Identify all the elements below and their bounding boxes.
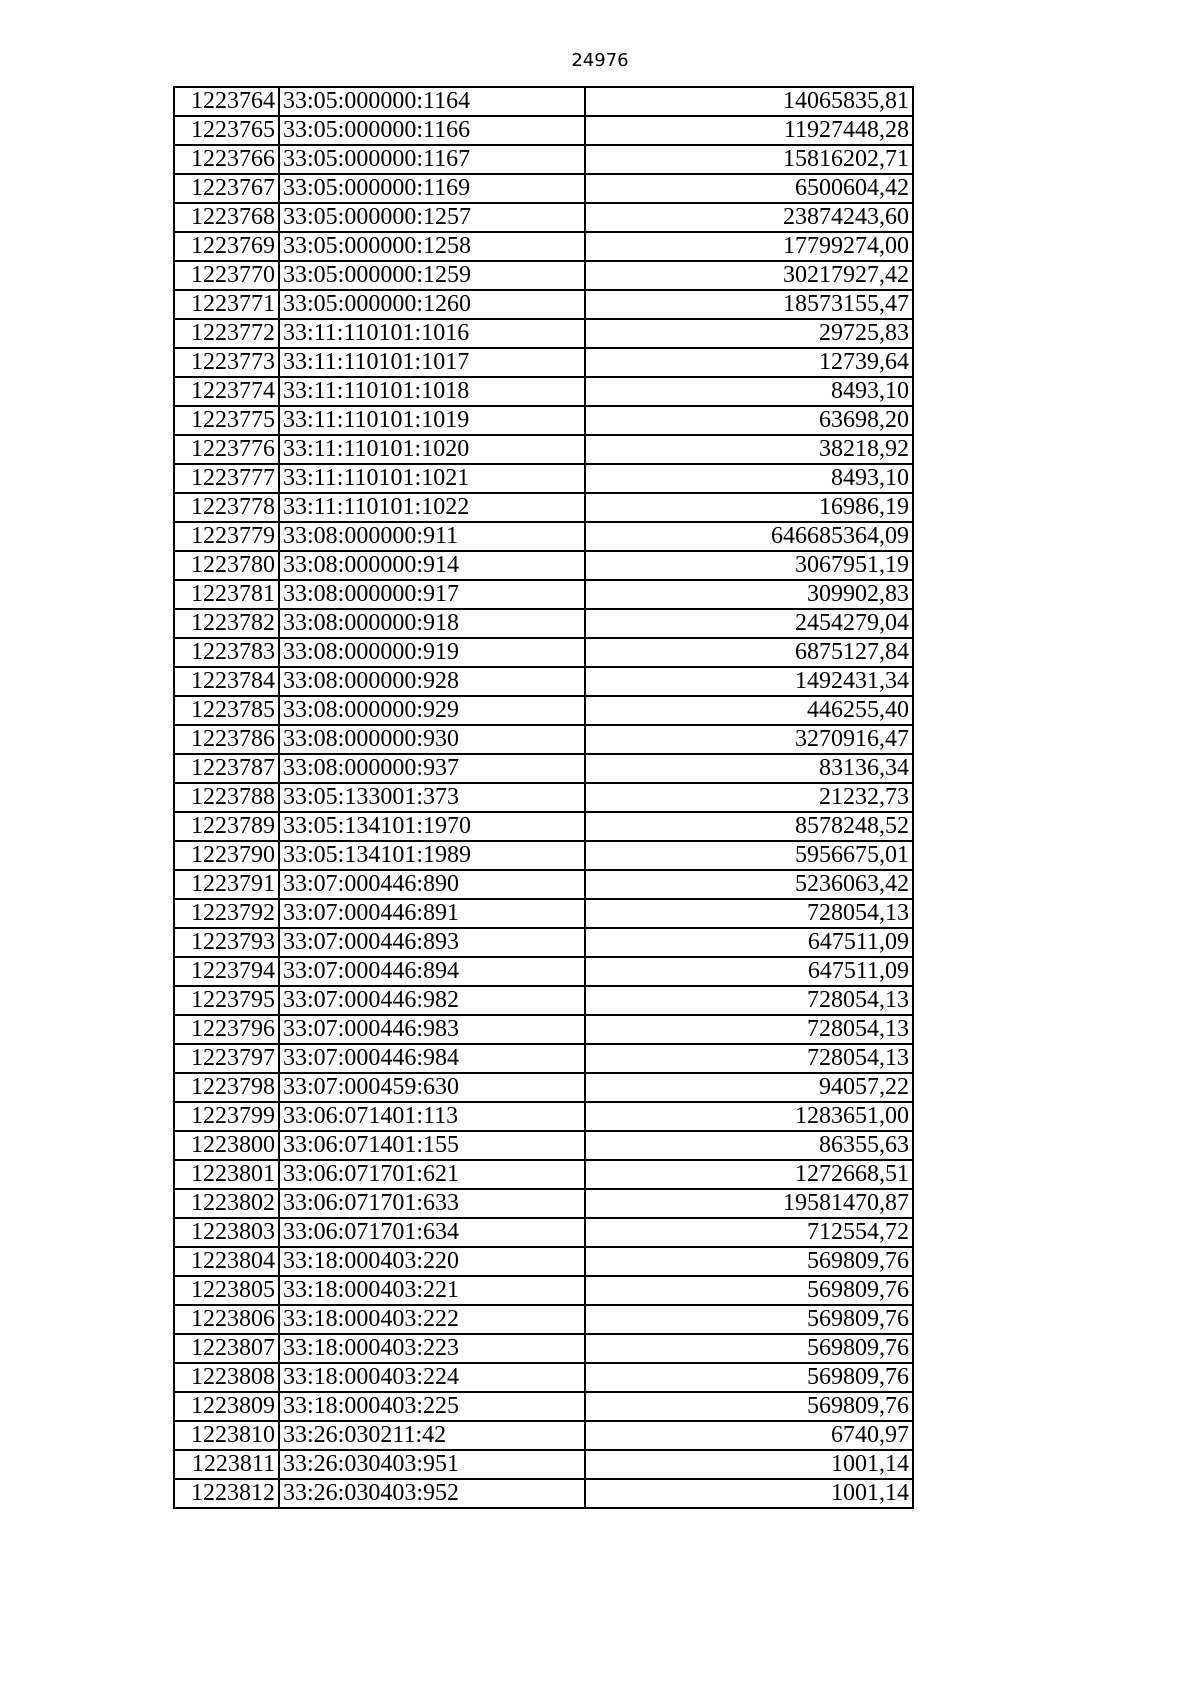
table-row (174, 812, 913, 841)
table-row (174, 1334, 913, 1363)
value-cell: 728054,13 (585, 986, 913, 1015)
row-number-cell: 1223771 (174, 290, 279, 319)
table-row (174, 1160, 913, 1189)
row-number-cell: 1223775 (174, 406, 279, 435)
row-number-cell: 1223773 (174, 348, 279, 377)
table-row (174, 377, 913, 406)
row-number-cell: 1223809 (174, 1392, 279, 1421)
value-cell: 1283651,00 (585, 1102, 913, 1131)
table-row (174, 1479, 913, 1508)
cadastral-number-cell: 33:08:000000:937 (279, 754, 585, 783)
row-number-cell: 1223804 (174, 1247, 279, 1276)
cadastral-number-cell: 33:05:000000:1169 (279, 174, 585, 203)
value-cell: 29725,83 (585, 319, 913, 348)
row-number-cell: 1223780 (174, 551, 279, 580)
row-number-cell: 1223805 (174, 1276, 279, 1305)
value-cell: 12739,64 (585, 348, 913, 377)
table-row (174, 1305, 913, 1334)
value-cell: 3067951,19 (585, 551, 913, 580)
row-number-cell: 1223802 (174, 1189, 279, 1218)
table-row (174, 290, 913, 319)
row-number-cell: 1223810 (174, 1421, 279, 1450)
value-cell: 83136,34 (585, 754, 913, 783)
cadastral-number-cell: 33:05:000000:1166 (279, 116, 585, 145)
cadastral-number-cell: 33:07:000459:630 (279, 1073, 585, 1102)
table-row (174, 580, 913, 609)
row-number-cell: 1223800 (174, 1131, 279, 1160)
value-cell: 569809,76 (585, 1392, 913, 1421)
cadastral-number-cell: 33:11:110101:1017 (279, 348, 585, 377)
table-row (174, 696, 913, 725)
table-row (174, 899, 913, 928)
row-number-cell: 1223772 (174, 319, 279, 348)
row-number-cell: 1223781 (174, 580, 279, 609)
row-number-cell: 1223792 (174, 899, 279, 928)
row-number-cell: 1223766 (174, 145, 279, 174)
row-number-cell: 1223803 (174, 1218, 279, 1247)
cadastral-number-cell: 33:06:071701:621 (279, 1160, 585, 1189)
cadastral-number-cell: 33:08:000000:914 (279, 551, 585, 580)
table-row (174, 203, 913, 232)
row-number-cell: 1223777 (174, 464, 279, 493)
value-cell: 8578248,52 (585, 812, 913, 841)
cadastral-number-cell: 33:11:110101:1019 (279, 406, 585, 435)
row-number-cell: 1223769 (174, 232, 279, 261)
row-number-cell: 1223808 (174, 1363, 279, 1392)
value-cell: 8493,10 (585, 464, 913, 493)
cadastral-number-cell: 33:05:000000:1258 (279, 232, 585, 261)
value-cell: 14065835,81 (585, 87, 913, 116)
table-row (174, 174, 913, 203)
cadastral-number-cell: 33:05:000000:1260 (279, 290, 585, 319)
value-cell: 309902,83 (585, 580, 913, 609)
value-cell: 6500604,42 (585, 174, 913, 203)
value-cell: 6740,97 (585, 1421, 913, 1450)
table-row (174, 928, 913, 957)
cadastral-number-cell: 33:05:000000:1167 (279, 145, 585, 174)
cadastral-number-cell: 33:05:133001:373 (279, 783, 585, 812)
row-number-cell: 1223779 (174, 522, 279, 551)
table-row (174, 1073, 913, 1102)
cadastral-number-cell: 33:26:030403:951 (279, 1450, 585, 1479)
cadastral-number-cell: 33:05:000000:1164 (279, 87, 585, 116)
table-row (174, 464, 913, 493)
row-number-cell: 1223811 (174, 1450, 279, 1479)
table-row (174, 348, 913, 377)
value-cell: 38218,92 (585, 435, 913, 464)
value-cell: 5956675,01 (585, 841, 913, 870)
value-cell: 8493,10 (585, 377, 913, 406)
value-cell: 11927448,28 (585, 116, 913, 145)
table-row (174, 1276, 913, 1305)
cadastral-number-cell: 33:08:000000:919 (279, 638, 585, 667)
cadastral-number-cell: 33:11:110101:1022 (279, 493, 585, 522)
cadastral-number-cell: 33:05:134101:1989 (279, 841, 585, 870)
value-cell: 17799274,00 (585, 232, 913, 261)
row-number-cell: 1223787 (174, 754, 279, 783)
table-row (174, 754, 913, 783)
row-number-cell: 1223767 (174, 174, 279, 203)
table-row (174, 957, 913, 986)
cadastral-number-cell: 33:07:000446:890 (279, 870, 585, 899)
value-cell: 2454279,04 (585, 609, 913, 638)
table-row (174, 841, 913, 870)
table-row (174, 609, 913, 638)
table-row (174, 522, 913, 551)
table-row (174, 145, 913, 174)
table-row (174, 1102, 913, 1131)
cadastral-number-cell: 33:07:000446:984 (279, 1044, 585, 1073)
value-cell: 15816202,71 (585, 145, 913, 174)
table-row (174, 667, 913, 696)
data-table (173, 86, 914, 1509)
page-number: 24976 (571, 50, 629, 71)
row-number-cell: 1223796 (174, 1015, 279, 1044)
row-number-cell: 1223791 (174, 870, 279, 899)
cadastral-number-cell: 33:05:000000:1259 (279, 261, 585, 290)
table-row (174, 1247, 913, 1276)
table-row (174, 232, 913, 261)
value-cell: 569809,76 (585, 1305, 913, 1334)
table-row (174, 783, 913, 812)
value-cell: 446255,40 (585, 696, 913, 725)
row-number-cell: 1223774 (174, 377, 279, 406)
cadastral-number-cell: 33:18:000403:225 (279, 1392, 585, 1421)
cadastral-number-cell: 33:26:030211:42 (279, 1421, 585, 1450)
cadastral-number-cell: 33:07:000446:893 (279, 928, 585, 957)
row-number-cell: 1223785 (174, 696, 279, 725)
table-row (174, 261, 913, 290)
cadastral-number-cell: 33:07:000446:894 (279, 957, 585, 986)
row-number-cell: 1223765 (174, 116, 279, 145)
value-cell: 569809,76 (585, 1276, 913, 1305)
row-number-cell: 1223798 (174, 1073, 279, 1102)
value-cell: 16986,19 (585, 493, 913, 522)
value-cell: 646685364,09 (585, 522, 913, 551)
cadastral-number-cell: 33:05:134101:1970 (279, 812, 585, 841)
cadastral-number-cell: 33:06:071701:633 (279, 1189, 585, 1218)
table-row (174, 1421, 913, 1450)
row-number-cell: 1223778 (174, 493, 279, 522)
table-row (174, 638, 913, 667)
value-cell: 712554,72 (585, 1218, 913, 1247)
table-row (174, 319, 913, 348)
row-number-cell: 1223799 (174, 1102, 279, 1131)
cadastral-number-cell: 33:08:000000:911 (279, 522, 585, 551)
value-cell: 1001,14 (585, 1450, 913, 1479)
cadastral-number-cell: 33:07:000446:982 (279, 986, 585, 1015)
cadastral-number-cell: 33:06:071701:634 (279, 1218, 585, 1247)
value-cell: 63698,20 (585, 406, 913, 435)
table-row (174, 870, 913, 899)
value-cell: 18573155,47 (585, 290, 913, 319)
cadastral-number-cell: 33:05:000000:1257 (279, 203, 585, 232)
row-number-cell: 1223801 (174, 1160, 279, 1189)
cadastral-number-cell: 33:07:000446:983 (279, 1015, 585, 1044)
value-cell: 728054,13 (585, 899, 913, 928)
table-row (174, 435, 913, 464)
cadastral-number-cell: 33:11:110101:1020 (279, 435, 585, 464)
cadastral-number-cell: 33:06:071401:155 (279, 1131, 585, 1160)
row-number-cell: 1223764 (174, 87, 279, 116)
row-number-cell: 1223794 (174, 957, 279, 986)
table-row (174, 1131, 913, 1160)
row-number-cell: 1223788 (174, 783, 279, 812)
row-number-cell: 1223789 (174, 812, 279, 841)
value-cell: 3270916,47 (585, 725, 913, 754)
row-number-cell: 1223786 (174, 725, 279, 754)
cadastral-number-cell: 33:11:110101:1018 (279, 377, 585, 406)
cadastral-number-cell: 33:08:000000:929 (279, 696, 585, 725)
table-row (174, 87, 913, 116)
row-number-cell: 1223797 (174, 1044, 279, 1073)
cadastral-number-cell: 33:18:000403:223 (279, 1334, 585, 1363)
table-row (174, 116, 913, 145)
row-number-cell: 1223790 (174, 841, 279, 870)
cadastral-number-cell: 33:26:030403:952 (279, 1479, 585, 1508)
row-number-cell: 1223793 (174, 928, 279, 957)
value-cell: 1272668,51 (585, 1160, 913, 1189)
row-number-cell: 1223783 (174, 638, 279, 667)
cadastral-number-cell: 33:18:000403:220 (279, 1247, 585, 1276)
table-body (174, 87, 913, 1508)
value-cell: 647511,09 (585, 957, 913, 986)
row-number-cell: 1223776 (174, 435, 279, 464)
value-cell: 1001,14 (585, 1479, 913, 1508)
value-cell: 728054,13 (585, 1044, 913, 1073)
cadastral-number-cell: 33:08:000000:928 (279, 667, 585, 696)
row-number-cell: 1223795 (174, 986, 279, 1015)
row-number-cell: 1223806 (174, 1305, 279, 1334)
cadastral-number-cell: 33:08:000000:917 (279, 580, 585, 609)
table-row (174, 493, 913, 522)
row-number-cell: 1223782 (174, 609, 279, 638)
table-row (174, 725, 913, 754)
value-cell: 30217927,42 (585, 261, 913, 290)
cadastral-number-cell: 33:18:000403:224 (279, 1363, 585, 1392)
cadastral-number-cell: 33:08:000000:918 (279, 609, 585, 638)
value-cell: 6875127,84 (585, 638, 913, 667)
value-cell: 1492431,34 (585, 667, 913, 696)
table-row (174, 1218, 913, 1247)
value-cell: 86355,63 (585, 1131, 913, 1160)
row-number-cell: 1223768 (174, 203, 279, 232)
table-row (174, 1044, 913, 1073)
row-number-cell: 1223784 (174, 667, 279, 696)
table-row (174, 1189, 913, 1218)
table-row (174, 1450, 913, 1479)
value-cell: 5236063,42 (585, 870, 913, 899)
cadastral-number-cell: 33:06:071401:113 (279, 1102, 585, 1131)
table-row (174, 406, 913, 435)
table-row (174, 1363, 913, 1392)
table-row (174, 551, 913, 580)
cadastral-number-cell: 33:11:110101:1021 (279, 464, 585, 493)
cadastral-number-cell: 33:18:000403:221 (279, 1276, 585, 1305)
value-cell: 21232,73 (585, 783, 913, 812)
row-number-cell: 1223812 (174, 1479, 279, 1508)
cadastral-number-cell: 33:11:110101:1016 (279, 319, 585, 348)
table-row (174, 1392, 913, 1421)
value-cell: 23874243,60 (585, 203, 913, 232)
value-cell: 19581470,87 (585, 1189, 913, 1218)
value-cell: 94057,22 (585, 1073, 913, 1102)
row-number-cell: 1223807 (174, 1334, 279, 1363)
value-cell: 728054,13 (585, 1015, 913, 1044)
cadastral-number-cell: 33:18:000403:222 (279, 1305, 585, 1334)
value-cell: 569809,76 (585, 1334, 913, 1363)
value-cell: 569809,76 (585, 1363, 913, 1392)
table-row (174, 986, 913, 1015)
value-cell: 569809,76 (585, 1247, 913, 1276)
row-number-cell: 1223770 (174, 261, 279, 290)
cadastral-number-cell: 33:08:000000:930 (279, 725, 585, 754)
value-cell: 647511,09 (585, 928, 913, 957)
table-row (174, 1015, 913, 1044)
cadastral-number-cell: 33:07:000446:891 (279, 899, 585, 928)
